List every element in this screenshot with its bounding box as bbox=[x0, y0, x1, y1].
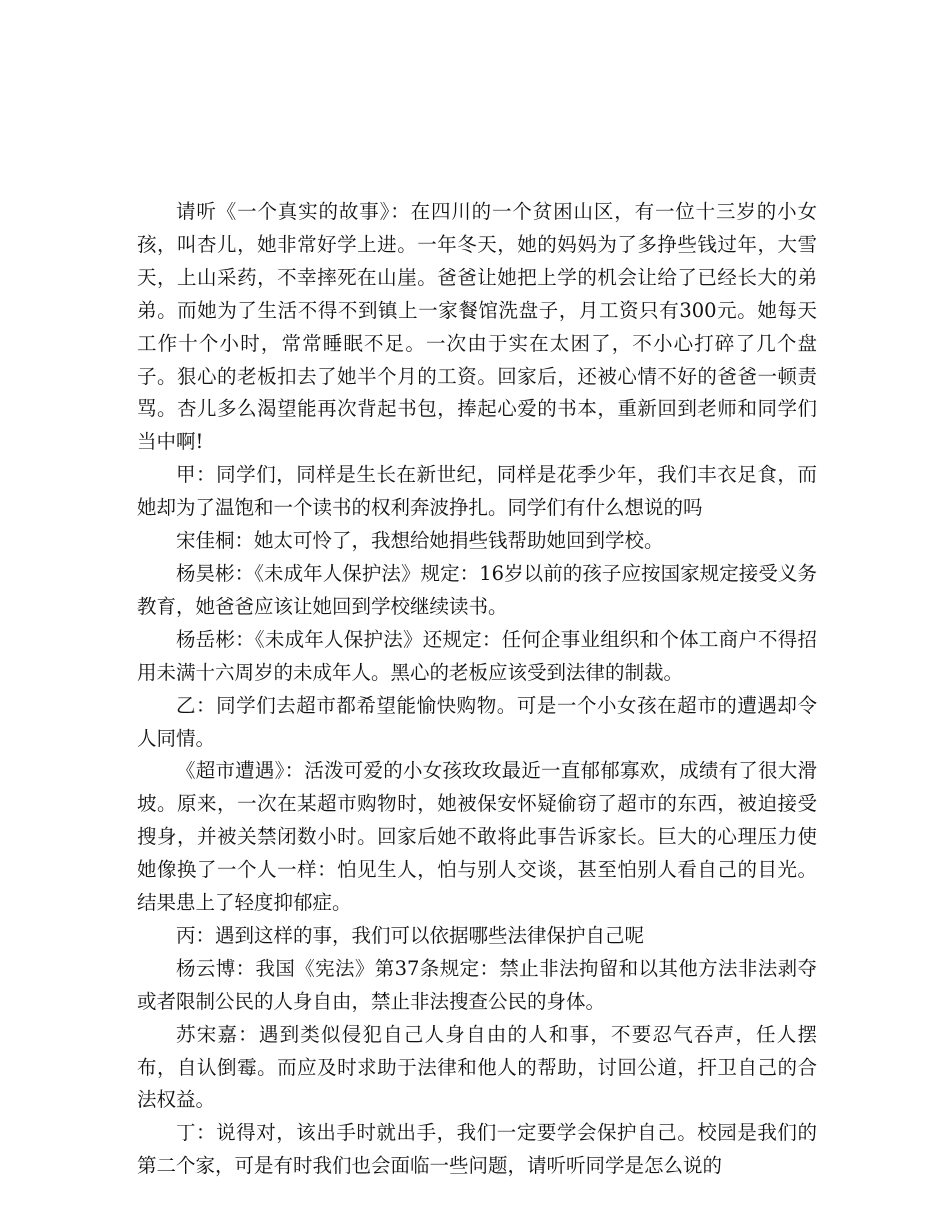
story-paragraph: 《超市遭遇》：活泼可爱的小女孩玫玫最近一直郁郁寡欢，成绩有了很大滑坡。原来，一次在某超市购物时，她被保安怀疑偷窃了超市的东西，被迫接受搜身，并被关禁闭数小时。回家后她不敢将此事告诉家长。巨大的心理压力使她像换了一个人一样：怕见生人，怕与别人交谈，甚至怕别人看自己的目光。结果患上了轻度抑郁症。 bbox=[137, 759, 817, 915]
document-body bbox=[137, 196, 817, 1183]
dialogue-paragraph: 杨云博：我国《宪法》第37条规定：禁止非法拘留和以其他方法非法剥夺或者限制公民的人身自由，禁止非法搜查公民的身体。 bbox=[137, 956, 817, 1013]
dialogue-paragraph: 乙：同学们去超市都希望能愉快购物。可是一个小女孩在超市的遭遇却令人同情。 bbox=[137, 693, 817, 750]
dialogue-paragraph: 宋佳桐：她太可怜了，我想给她捐些钱帮助她回到学校。 bbox=[176, 529, 664, 553]
dialogue-paragraph: 杨岳彬：《未成年人保护法》还规定：任何企事业组织和个体工商户不得招用未满十六周岁的未成年人。黑心的老板应该受到法律的制裁。 bbox=[137, 627, 817, 684]
dialogue-paragraph: 丙：遇到这样的事，我们可以依据哪些法律保护自己呢 bbox=[176, 923, 645, 947]
story-paragraph: 请听《一个真实的故事》：在四川的一个贫困山区，有一位十三岁的小女孩，叫杏儿，她非常好学上进。一年冬天，她的妈妈为了多挣些钱过年，大雪天，上山采药，不幸摔死在山崖。爸爸让她把上学的机会让给了已经长大的弟弟。而她为了生活不得不到镇上一家餐馆洗盘子，月工资只有300元。她每天工作十个小时，常常睡眠不足。一次由于实在太困了，不小心打碎了几个盘子。狠心的老板扣去了她半个月的工资。回家后，还被心情不好的爸爸一顿责骂。杏儿多么渴望能再次背起书包，捧起心爱的书本，重新回到老师和同学们当中啊! bbox=[137, 200, 817, 454]
dialogue-paragraph: 丁：说得对，该出手时就出手，我们一定要学会保护自己。校园是我们的第二个家，可是有时我们也会面临一些问题，请听听同学是怎么说的 bbox=[137, 1121, 817, 1178]
dialogue-paragraph: 苏宋嘉：遇到类似侵犯自己人身自由的人和事，不要忍气吞声，任人摆布，自认倒霉。而应及时求助于法律和他人的帮助，讨回公道，扞卫自己的合法权益。 bbox=[137, 1022, 817, 1112]
dialogue-paragraph: 杨昊彬：《未成年人保护法》规定：16岁以前的孩子应按国家规定接受义务教育，她爸爸应该让她回到学校继续读书。 bbox=[137, 561, 817, 618]
dialogue-paragraph: 甲：同学们，同样是生长在新世纪，同样是花季少年，我们丰衣足食，而她却为了温饱和一个读书的权利奔波挣扎。同学们有什么想说的吗 bbox=[137, 463, 817, 520]
